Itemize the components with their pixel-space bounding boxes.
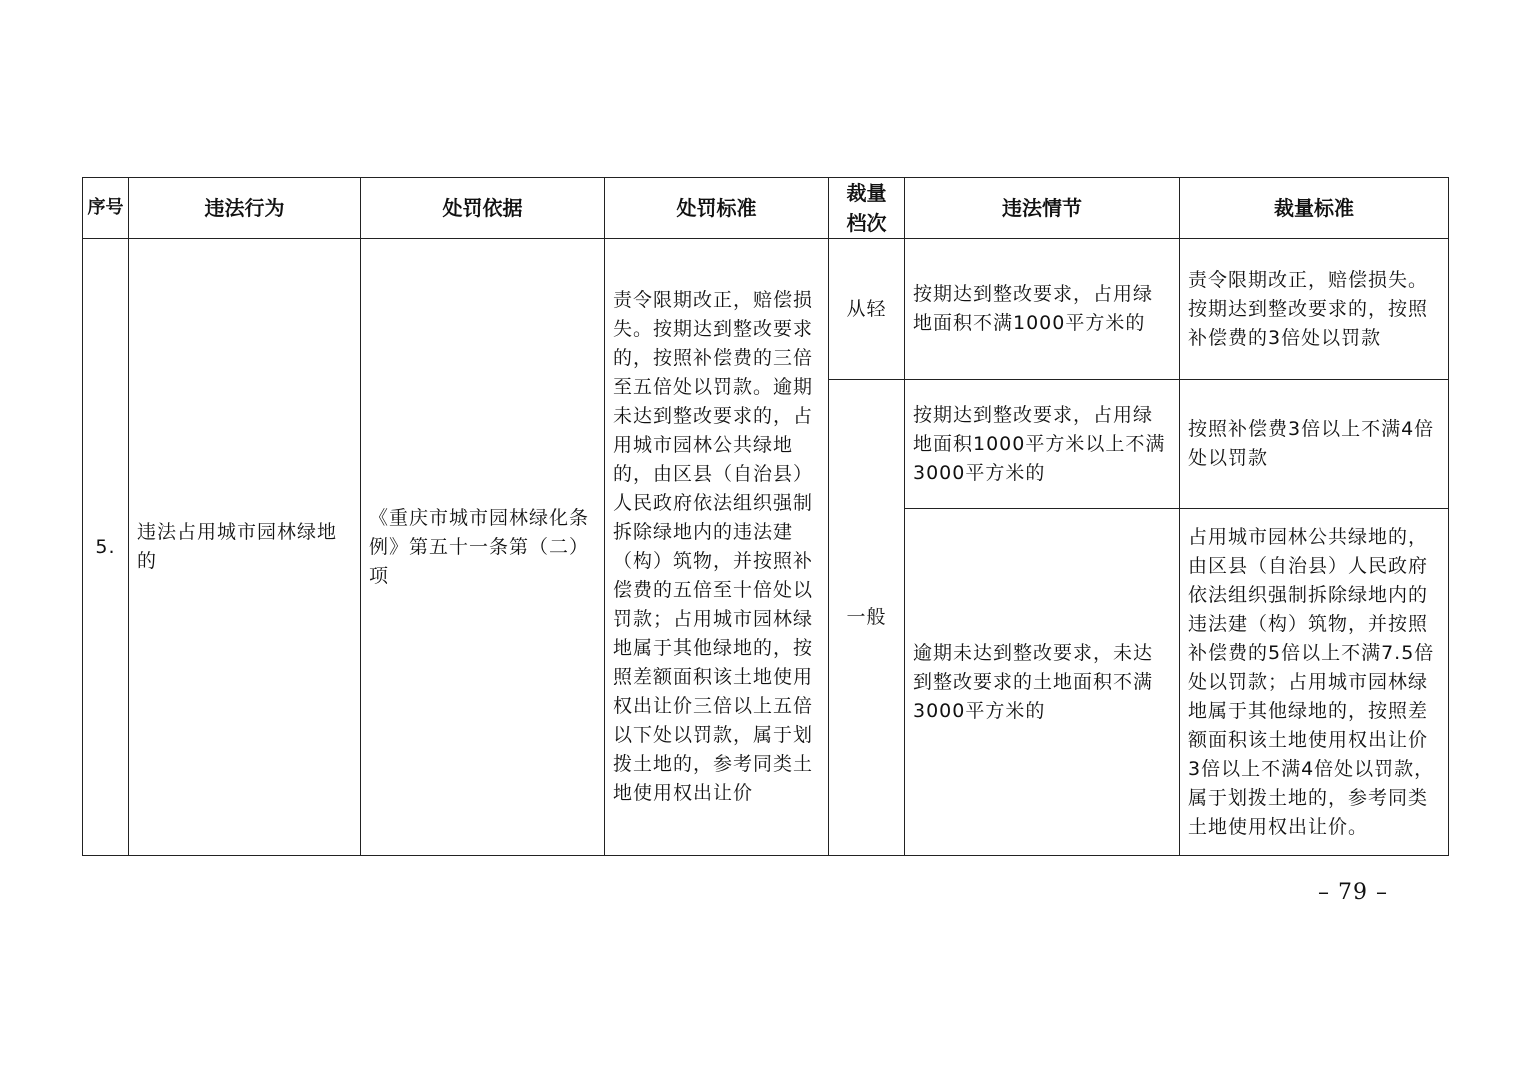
sub-row-2-circumstance: 按期达到整改要求，占用绿地面积1000平方米以上不满3000平方米的 bbox=[905, 380, 1180, 509]
sub-row-3-circumstance: 逾期未达到整改要求，未达到整改要求的土地面积不满3000平方米的 bbox=[905, 509, 1180, 856]
row-seq: 5. bbox=[83, 239, 129, 856]
row-standard: 责令限期改正，赔偿损失。按期达到整改要求的，按照补偿费的三倍至五倍处以罚款。逾期未达到整改要求的，占用城市园林公共绿地的，由区县（自治县）人民政府依法组织强制拆除绿地内的违法建（构）筑物，并按照补偿费的五倍至十倍处以罚款；占用城市园林绿地属于其他绿地的，按照差额面积该土地使用权出让价三倍以上五倍以下处以罚款，属于划拨土地的，参考同类土地使用权出让价 bbox=[605, 239, 829, 856]
row-behavior: 违法占用城市园林绿地的 bbox=[129, 239, 361, 856]
row-basis: 《重庆市城市园林绿化条例》第五十一条第（二）项 bbox=[361, 239, 605, 856]
penalty-discretion-table bbox=[82, 177, 1449, 856]
sub-row-1-circumstance: 按期达到整改要求，占用绿地面积不满1000平方米的 bbox=[905, 239, 1180, 380]
sub-row-1-discretion: 责令限期改正，赔偿损失。按期达到整改要求的，按照补偿费的3倍处以罚款 bbox=[1180, 239, 1449, 380]
header-seq: 序号 bbox=[83, 178, 129, 239]
header-basis: 处罚依据 bbox=[361, 178, 605, 239]
level-general: 一般 bbox=[829, 380, 905, 856]
header-row bbox=[83, 178, 1449, 239]
header-discretion: 裁量标准 bbox=[1180, 178, 1449, 239]
table-row bbox=[83, 239, 1449, 380]
header-standard: 处罚标准 bbox=[605, 178, 829, 239]
header-circumstance: 违法情节 bbox=[905, 178, 1180, 239]
page-number: – 79 – bbox=[1318, 880, 1388, 905]
header-level: 裁量档次 bbox=[829, 178, 905, 239]
header-behavior: 违法行为 bbox=[129, 178, 361, 239]
level-light: 从轻 bbox=[829, 239, 905, 380]
sub-row-2-discretion: 按照补偿费3倍以上不满4倍处以罚款 bbox=[1180, 380, 1449, 509]
sub-row-3-discretion: 占用城市园林公共绿地的，由区县（自治县）人民政府依法组织强制拆除绿地内的违法建（构）筑物，并按照补偿费的5倍以上不满7.5倍处以罚款；占用城市园林绿地属于其他绿地的，按照差额面积该土地使用权出让价3倍以上不满4倍处以罚款，属于划拨土地的，参考同类土地使用权出让价。 bbox=[1180, 509, 1449, 856]
